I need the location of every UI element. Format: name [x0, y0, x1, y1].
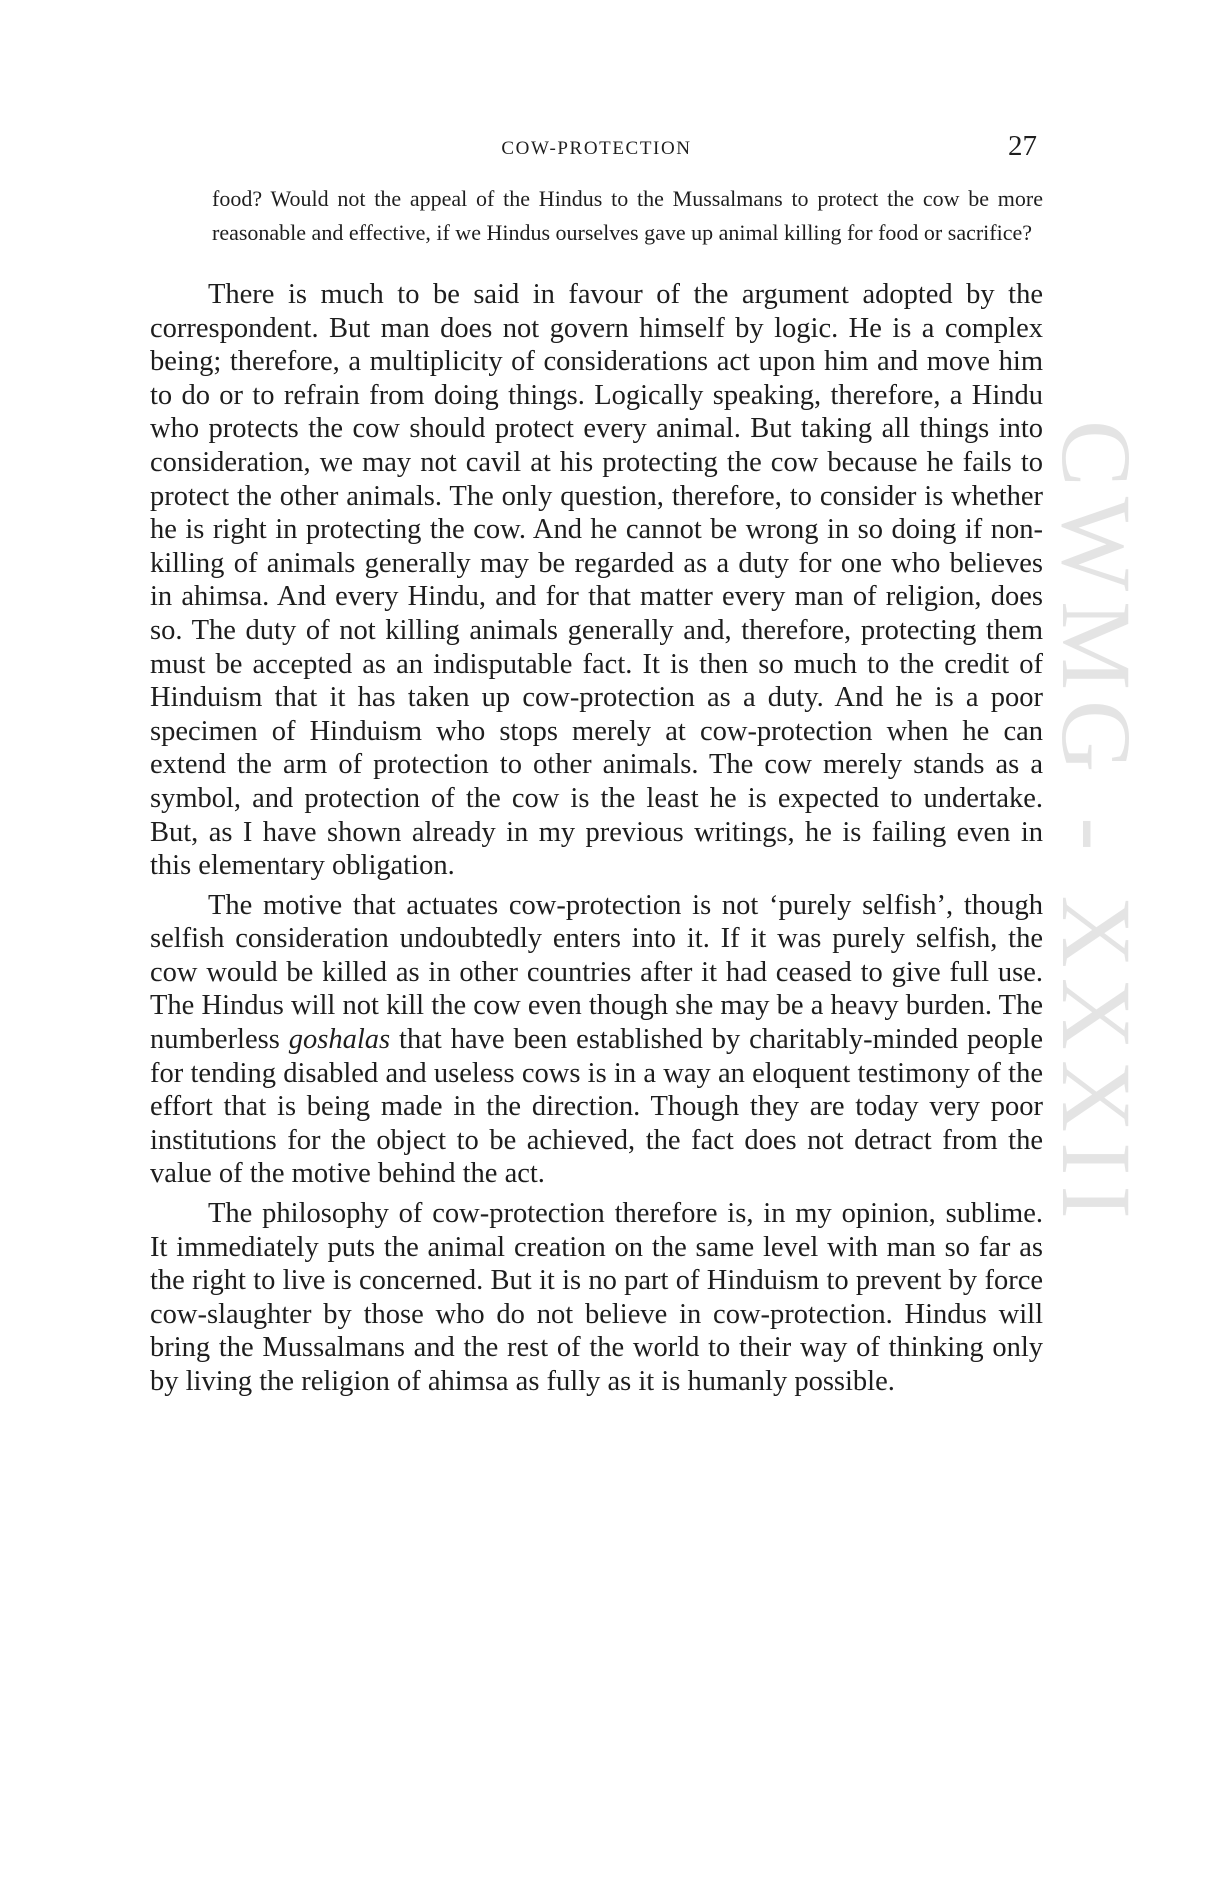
running-head: [150, 128, 1043, 168]
paragraph-2: [150, 889, 1043, 1191]
page-number: 27: [1008, 130, 1037, 162]
quoted-letter: [212, 182, 1043, 249]
quote-text: food? Would not the appeal of the Hindus to the Mussalmans to protect the cow be more reasonable and effective, if we Hindus ourselves gave up animal killing for food or sacrifice?: [212, 186, 1043, 245]
body-text: [150, 278, 1043, 1399]
goshalas-term: goshalas: [288, 1024, 391, 1056]
paragraph-2-part-1: The motive that actuates cow-protection is not ‘purely selfish’, though selfish consideration undoubtedly enters into it. If it was purely selfish, the cow would be killed as in other countries after it had ceased to give full use. The Hindus will not kill the cow even though she may be a heavy burden. The numberless: [150, 889, 1043, 1056]
running-title: COW-PROTECTION: [501, 138, 692, 159]
paragraph-3: The philosophy of cow-protection therefore is, in my opinion, sublime. It immediately puts the animal creation on the same level with man so far as the right to live is concerned. But it is no part of Hinduism to prevent by force cow-slaughter by those who do not believe in cow-protection. Hindus will bring the Mussalmans and the rest of the world to their way of thinking only by living the religion of ahimsa as fully as it is humanly possible.: [150, 1198, 1043, 1397]
page: [150, 128, 1043, 1399]
paragraph-2-part-2: that have been established by charitably-minded people for tending disabled and useless cows is in a way an eloquent testimony of the effort that is being made in the direction. Though they are today very poor institutions for the object to be achieved, the fact does not detract from the value of the motive behind the act.: [150, 1024, 1044, 1190]
watermark: CWMG - XXXII: [1041, 420, 1152, 1229]
paragraph-1: There is much to be said in favour of the argument adopted by the correspondent. But man does not govern himself by logic. He is a complex being; therefore, a multiplicity of considerations act upon him and move him to do or to refrain from doing things. Logically speaking, therefore, a Hindu who protects the cow should protect every animal. But taking all things into consideration, we may not cavil at his protecting the cow because he fails to protect the other animals. The only question, therefore, to consider is whether he is right in protecting the cow. And he cannot be wrong in so doing if non-killing of animals generally may be regarded as a duty for one who believes in ahimsa. And every Hindu, and for that matter every man of religion, does so. The duty of not killing animals generally and, therefore, protecting them must be accepted as an indisputable fact. It is then so much to the credit of Hinduism that it has taken up cow-protection as a duty. And he is a poor specimen of Hinduism who stops merely at cow-protection when he can extend the arm of protection to other animals. The cow merely stands as a symbol, and protection of the cow is the least he is expected to undertake. But, as I have shown already in my previous writings, he is failing even in this elementary obligation.: [150, 279, 1043, 882]
